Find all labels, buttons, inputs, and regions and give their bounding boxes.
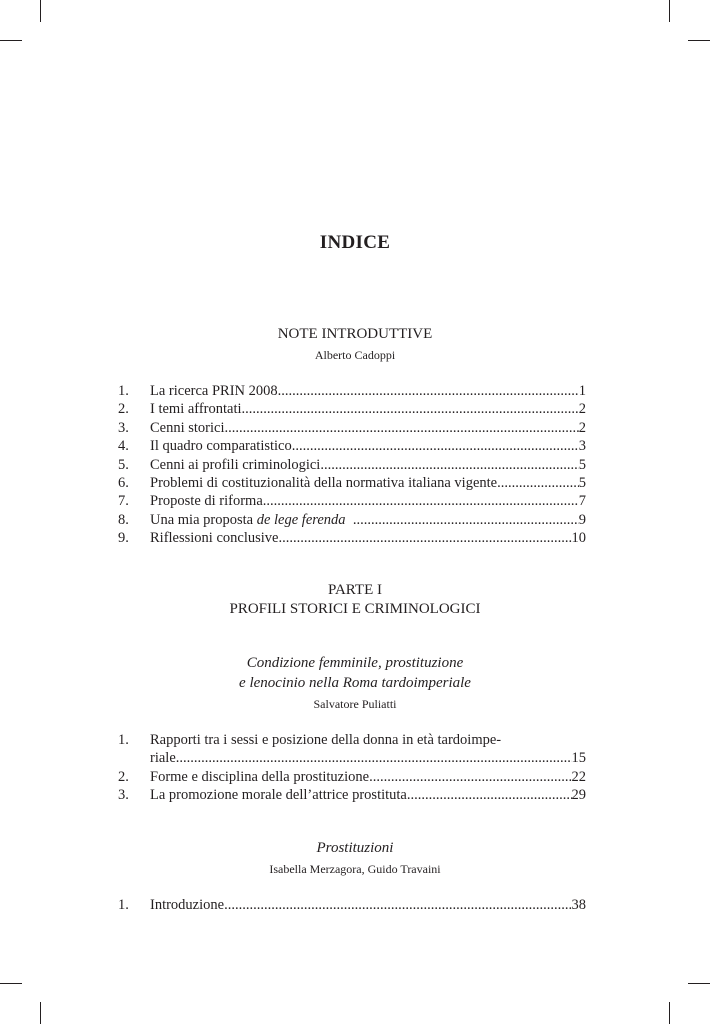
toc-entry-title: Il quadro comparatistico: [150, 438, 292, 455]
toc-entry-title: [150, 511, 353, 529]
crop-mark: [40, 0, 41, 22]
toc-entry-number: 1.: [118, 732, 129, 748]
toc-leader-dots: [369, 768, 571, 786]
toc-entry[interactable]: [118, 400, 586, 418]
toc-entry-number: 1.: [118, 383, 129, 399]
crop-mark: [40, 1002, 41, 1024]
toc-leader-dots: [225, 419, 579, 437]
toc-entry-number: 8.: [118, 511, 129, 528]
toc-leader-dots: [320, 456, 578, 474]
toc-entry-title-prefix: Una mia proposta: [150, 511, 257, 528]
toc-entry[interactable]: [118, 437, 586, 455]
toc-entry-number: 2.: [118, 401, 129, 418]
toc-leader-dots: [263, 492, 579, 510]
toc-entry-number: 1.: [118, 897, 129, 913]
toc-entry[interactable]: [118, 731, 586, 749]
crop-mark: [0, 983, 22, 984]
toc-entry-page: 29: [571, 787, 586, 804]
chapter2-toc: [118, 896, 586, 914]
crop-mark: [669, 0, 670, 22]
crop-mark: [688, 983, 710, 984]
toc-entry-page: 5: [578, 474, 586, 491]
toc-entry-page: 7: [578, 493, 586, 510]
chapter-title: Prostituzioni: [316, 840, 394, 856]
toc-entry-page: 2: [578, 419, 586, 436]
toc-entry-page: 38: [571, 897, 586, 913]
intro-heading: NOTE INTRODUTTIVE: [277, 326, 433, 342]
toc-leader-dots: [278, 529, 571, 547]
toc-entry-title: I temi affrontati: [150, 401, 242, 418]
toc-entry-title: Problemi di costituzionalità della normativa italiana vigente: [150, 474, 498, 491]
chapter-author: Isabella Merzagora, Guido Travaini: [269, 862, 441, 876]
toc-entry-page: 9: [578, 511, 586, 528]
toc-leader-dots: [278, 382, 579, 400]
toc-entry-page: 1: [578, 383, 586, 399]
toc-entry[interactable]: [118, 419, 586, 437]
toc-entry-number: 7.: [118, 493, 129, 510]
chapter-title-line1: Condizione femminile, prostituzione: [246, 655, 464, 671]
toc-entry-number: 9.: [118, 530, 129, 547]
toc-entry[interactable]: [118, 786, 586, 804]
toc-entry-number: 3.: [118, 419, 129, 436]
toc-leader-dots: [407, 786, 572, 804]
toc-entry[interactable]: [118, 382, 586, 400]
crop-mark: [669, 1002, 670, 1024]
toc-entry[interactable]: [118, 456, 586, 474]
toc-entry-title: Cenni ai profili criminologici: [150, 456, 321, 473]
toc-entry-title: Cenni storici: [150, 419, 225, 436]
toc-entry-number: 3.: [118, 787, 129, 804]
toc-entry-title: La promozione morale dell’attrice prostituta: [150, 787, 407, 804]
toc-leader-dots: [497, 474, 579, 492]
toc-entry[interactable]: [118, 511, 586, 529]
toc-leader-dots: [224, 896, 571, 914]
toc-entry-title-italic: de lege ferenda: [256, 511, 346, 528]
toc-entry[interactable]: [118, 768, 586, 786]
toc-entry[interactable]: [118, 492, 586, 510]
toc-entry-title: Introduzione: [150, 897, 225, 913]
toc-entry-number: 2.: [118, 768, 129, 785]
toc-entry-number: 5.: [118, 456, 129, 473]
toc-entry[interactable]: [118, 474, 586, 492]
toc-entry-number: 4.: [118, 438, 129, 455]
toc-entry-page: 10: [571, 530, 586, 547]
chapter1-toc: [118, 731, 586, 805]
toc-entry-page: 3: [578, 438, 586, 455]
crop-mark: [0, 40, 22, 41]
toc-leader-dots: [242, 400, 579, 418]
toc-entry-title: Rapporti tra i sessi e posizione della donna in età tardoimpe-: [150, 732, 502, 748]
toc-entry-page: 15: [571, 750, 586, 767]
crop-mark: [688, 40, 710, 41]
toc-entry-page: 5: [578, 456, 586, 473]
toc-entry-title: La ricerca PRIN 2008: [150, 383, 278, 399]
toc-leader-dots: [292, 437, 579, 455]
toc-entry-number: 6.: [118, 474, 129, 491]
page-title: INDICE: [319, 232, 391, 253]
toc-entry-title: Proposte di riforma: [150, 493, 263, 510]
toc-entry-title: riale: [150, 750, 176, 767]
toc-leader-dots: [176, 749, 572, 767]
part-title: PROFILI STORICI E CRIMINOLOGICI: [229, 601, 481, 617]
part-label: PARTE I: [328, 582, 382, 598]
chapter-title-line2: e lenocinio nella Roma tardoimperiale: [239, 675, 471, 691]
toc-leader-dots: [353, 511, 579, 529]
intro-toc: [118, 382, 586, 548]
toc-entry[interactable]: [118, 529, 586, 547]
toc-entry[interactable]: [118, 896, 586, 914]
chapter-author: Salvatore Puliatti: [313, 697, 397, 711]
toc-entry-page: 2: [578, 401, 586, 418]
toc-entry-title: Forme e disciplina della prostituzione: [150, 768, 370, 785]
intro-author: Alberto Cadoppi: [314, 348, 396, 362]
toc-entry-continuation[interactable]: [118, 749, 586, 767]
toc-entry-page: 22: [571, 768, 586, 785]
toc-entry-title: Riflessioni conclusive: [150, 530, 279, 547]
